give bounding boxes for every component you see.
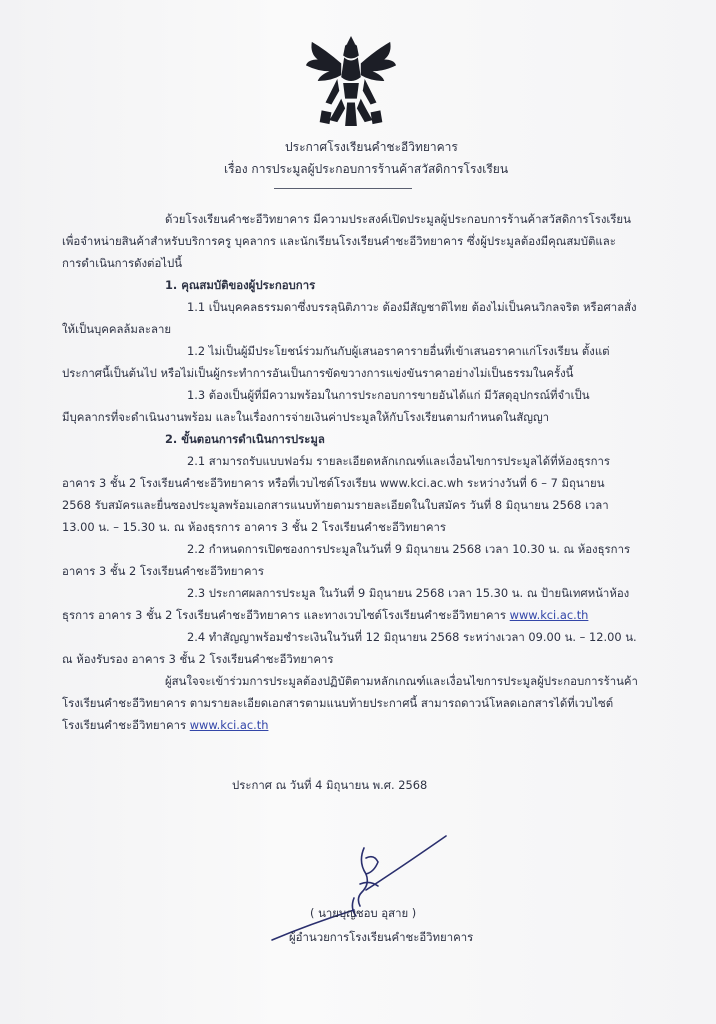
- download-website-link[interactable]: www.kci.ac.th: [189, 718, 269, 732]
- announcement-subject: เรื่อง การประมูลผู้ประกอบการร้านค้าสวัสดิการโรงเรียน: [224, 162, 509, 176]
- closing-line-2: โรงเรียนคำชะอีวิทยาคาร ตามรายละเอียดเอกสารตามแนบท้ายประกาศนี้ สามารถดาวน์โหลดเอกสารได้ที่เวบไซต์: [62, 696, 614, 710]
- item-2-2-line-2: อาคาร 3 ชั้น 2 โรงเรียนคำชะอีวิทยาคาร: [62, 564, 264, 578]
- school-website-link[interactable]: www.kci.ac.th: [509, 608, 589, 622]
- intro-line-1: ด้วยโรงเรียนคำชะอีวิทยาคาร มีความประสงค์เปิดประมูลผู้ประกอบการร้านค้าสวัสดิการโรงเรียน: [165, 212, 631, 226]
- item-2-4-line-2: ณ ห้องรับรอง อาคาร 3 ชั้น 2 โรงเรียนคำชะอีวิทยาคาร: [62, 652, 334, 666]
- item-1-1-line-2: ให้เป็นบุคคลล้มละลาย: [62, 322, 172, 336]
- announcement-header: ประกาศโรงเรียนคำชะอีวิทยาคาร: [285, 140, 458, 154]
- item-2-3-line-2-text: ธุรการ อาคาร 3 ชั้น 2 โรงเรียนคำชะอีวิทยาคาร และทางเวบไซต์โรงเรียนคำชะอีวิทยาคาร: [62, 608, 510, 622]
- signer-title: ผู้อำนวยการโรงเรียนคำชะอีวิทยาคาร: [289, 930, 474, 944]
- intro-line-3: การดำเนินการดังต่อไปนี้: [62, 256, 183, 270]
- item-1-1-line-1: 1.1 เป็นบุคคลธรรมดาซึ่งบรรลุนิติภาวะ ต้องมีสัญชาติไทย ต้องไม่เป็นคนวิกลจริต หรือศาลสั่ง: [187, 300, 637, 314]
- signer-name: ( นายบุญชอบ อุสาย ): [310, 906, 417, 920]
- item-2-3-line-1: 2.3 ประกาศผลการประมูล ในวันที่ 9 มิถุนายน 2568 เวลา 15.30 น. ณ ป้ายนิเทศหน้าห้อง: [187, 586, 630, 600]
- intro-line-2: เพื่อจำหน่ายสินค้าสำหรับบริการครู บุคลากร และนักเรียนโรงเรียนคำชะอีวิทยาคาร ซึ่งผู้ประมูลต้องมีคุณสมบัติและ: [62, 234, 616, 248]
- announcement-date: ประกาศ ณ วันที่ 4 มิถุนายน พ.ศ. 2568: [232, 778, 428, 792]
- item-2-2-line-1: 2.2 กำหนดการเปิดซองการประมูลในวันที่ 9 มิถุนายน 2568 เวลา 10.30 น. ณ ห้องธุรการ: [187, 542, 631, 556]
- section-2-title: 2. ขั้นตอนการดำเนินการประมูล: [165, 432, 325, 446]
- item-2-4-line-1: 2.4 ทำสัญญาพร้อมชำระเงินในวันที่ 12 มิถุนายน 2568 ระหว่างเวลา 09.00 น. – 12.00 น.: [187, 630, 637, 644]
- item-1-2-line-1: 1.2 ไม่เป็นผู้มีประโยชน์ร่วมกันกับผู้เสนอราคารายอื่นที่เข้าเสนอราคาแก่โรงเรียน ตั้งแต่: [187, 344, 610, 358]
- item-2-1-line-2: อาคาร 3 ชั้น 2 โรงเรียนคำชะอีวิทยาคาร หรือที่เวบไซต์โรงเรียน www.kci.ac.wh ระหว่างวันที่ 6 – 7 มิถุนายน: [62, 476, 605, 490]
- item-1-3-line-1: 1.3 ต้องเป็นผู้ที่มีความพร้อมในการประกอบการขายอันได้แก่ มีวัสดุอุปกรณ์ที่จำเป็น: [187, 388, 590, 402]
- item-1-2-line-2: ประกาศนี้เป็นต้นไป หรือไม่เป็นผู้กระทำการอันเป็นการขัดขวางการแข่งขันราคาอย่างไม่เป็นธรรมในครั้งนี้: [62, 366, 574, 380]
- item-2-1-line-1: 2.1 สามารถรับแบบฟอร์ม รายละเอียดหลักเกณฑ์และเงื่อนไขการประมูลได้ที่ห้องธุรการ: [187, 454, 611, 468]
- header-divider: [274, 188, 412, 189]
- item-2-1-line-4: 13.00 น. – 15.30 น. ณ ห้องธุรการ อาคาร 3 ชั้น 2 โรงเรียนคำชะอีวิทยาคาร: [62, 520, 446, 534]
- item-2-1-line-3: 2568 รับสมัครและยื่นซองประมูลพร้อมเอกสารแนบท้ายตามรายละเอียดในใบสมัคร วันที่ 8 มิถุนายน 2568 เวลา: [62, 498, 609, 512]
- garuda-emblem-icon: [302, 34, 400, 128]
- item-1-3-line-2: มีบุคลากรที่จะดำเนินงานพร้อม และในเรื่องการจ่ายเงินค่าประมูลให้กับโรงเรียนตามกำหนดในสัญญา: [62, 410, 550, 424]
- closing-line-3: [62, 718, 268, 733]
- section-1-title: 1. คุณสมบัติของผู้ประกอบการ: [165, 278, 316, 292]
- closing-line-3-text: โรงเรียนคำชะอีวิทยาคาร: [62, 718, 190, 732]
- closing-line-1: ผู้สนใจจะเข้าร่วมการประมูลต้องปฏิบัติตามหลักเกณฑ์และเงื่อนไขการประมูลผู้ประกอบการร้านค้า: [165, 674, 638, 688]
- item-2-3-line-2: [62, 608, 588, 623]
